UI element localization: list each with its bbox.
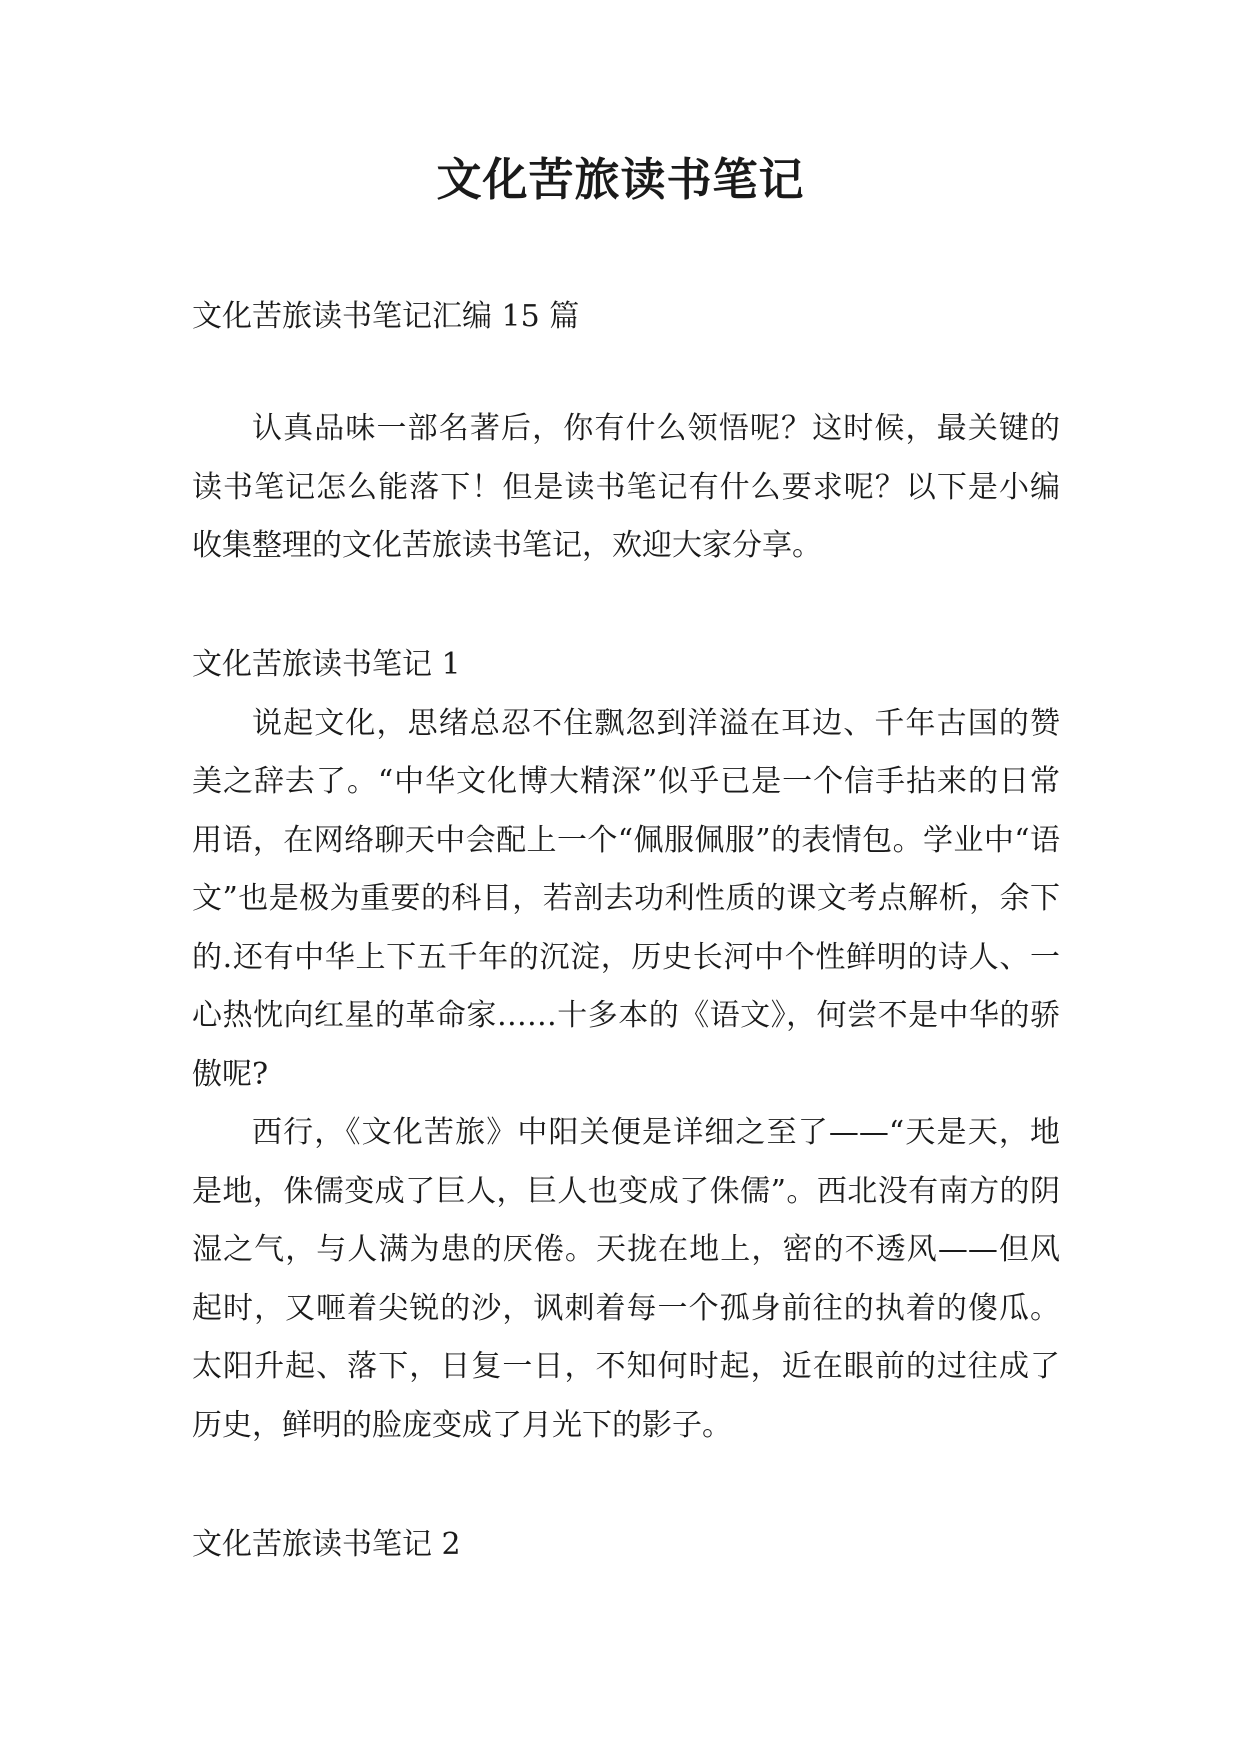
section-heading: 文化苦旅读书笔记 1 <box>192 647 461 682</box>
document-title: 文化苦旅读书笔记 <box>436 153 805 206</box>
section-1 <box>192 636 1060 1455</box>
intro-paragraph: 认真品味一部名著后，你有什么领悟呢？这时候，最关键的读书笔记怎么能落下！但是读书笔记有什么要求呢？以下是小编收集整理的文化苦旅读书笔记，欢迎大家分享。 <box>192 411 1060 563</box>
section-paragraph: 西行，《文化苦旅》中阳关便是详细之至了——“天是天，地是地，侏儒变成了巨人，巨人也变成了侏儒”。西北没有南方的阴湿之气，与人满为患的厌倦。天拢在地上，密的不透风——但风起时，又咂着尖锐的沙，讽刺着每一个孤身前往的执着的傻瓜。太阳升起、落下，日复一日，不知何时起，近在眼前的过往成了历史，鲜明的脸庞变成了月光下的影子。 <box>192 1115 1060 1443</box>
section-paragraph: 说起文化，思绪总忍不住飘忽到洋溢在耳边、千年古国的赞美之辞去了。“中华文化博大精深”似乎已是一个信手拈来的日常用语，在网络聊天中会配上一个“佩服佩服”的表情包。学业中“语文”也是极为重要的科目，若剖去功利性质的课文考点解析，余下的.还有中华上下五千年的沉淀，历史长河中个性鲜明的诗人、一心热忱向红星的革命家……十多本的《语文》，何尝不是中华的骄傲呢? <box>192 705 1060 1092</box>
section-heading: 文化苦旅读书笔记 2 <box>192 1527 461 1562</box>
intro-block <box>192 400 1060 576</box>
section-2 <box>192 1516 1060 1575</box>
document-subtitle: 文化苦旅读书笔记汇编 15 篇 <box>192 299 580 334</box>
